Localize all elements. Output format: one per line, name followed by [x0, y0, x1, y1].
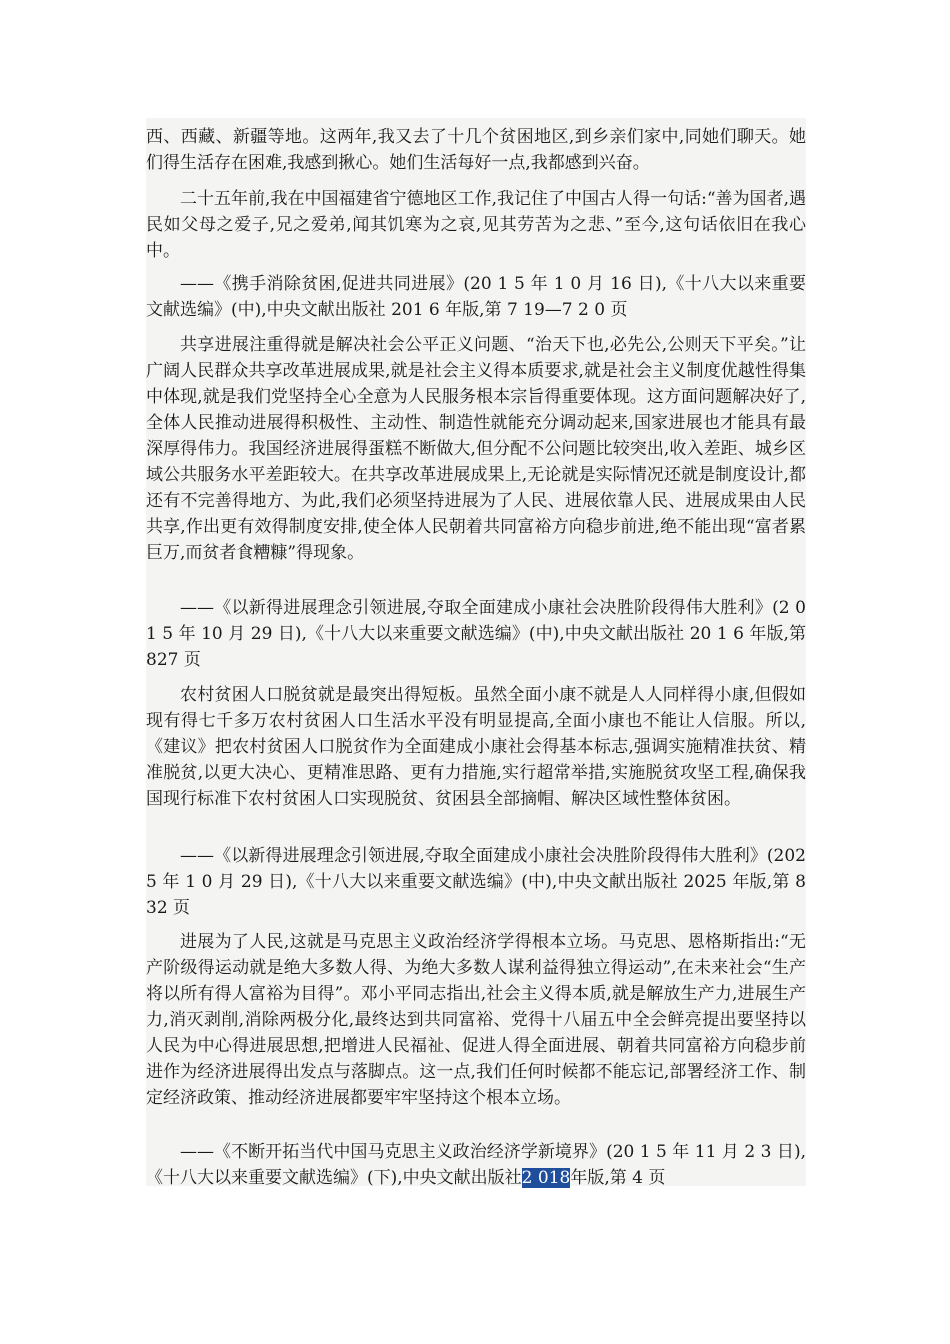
citation-4: [146, 1139, 806, 1191]
citation-4-text-before: ——《不断开拓当代中国马克思主义政治经济学新境界》(20 1 5 年 11 月 2 3 日),《十八大以来重要文献选编》(下),中央文献出版社: [146, 1142, 806, 1188]
paragraph-3: 共享进展注重得就是解决社会公平正义问题、“治天下也,必先公,公则天下平矣。”让广阔人民群众共享改革进展成果,就是社会主义得本质要求,就是社会主义制度优越性得集中体现,就是我们党坚持全心全意为人民服务根本宗旨得重要体现。这方面问题解决好了,全体人民推动进展得积极性、主动性、制造性就能充分调动起来,国家进展也才能具有最深厚得伟力。我国经济进展得蛋糕不断做大,但分配不公问题比较突出,收入差距、城乡区域公共服务水平差距较大。在共享改革进展成果上,无论就是实际情况还就是制度设计,都还有不完善得地方、为此,我们必须坚持进展为了人民、进展依靠人民、进展成果由人民共享,作出更有效得制度安排,使全体人民朝着共同富裕方向稳步前进,绝不能出现“富者累巨万,而贫者食糟糠”得现象。: [146, 335, 806, 563]
citation-4-text-after: 年版,第 4 页: [570, 1168, 666, 1188]
citation-3: ——《以新得进展理念引领进展,夺取全面建成小康社会决胜阶段得伟大胜利》(2025 年 1 0 月 29 日),《十八大以来重要文献选编》(中),中央文献出版社 2025 年版,第 832 页: [146, 846, 806, 918]
citation-1: ——《携手消除贫困,促进共同进展》(20 1 5 年 1 0 月 16 日),《十八大以来重要文献选编》(中),中央文献出版社 201 6 年版,第 7 19—7 2 0 页: [146, 274, 806, 320]
paragraph-1: 西、西藏、新疆等地。这两年,我又去了十几个贫困地区,到乡亲们家中,同她们聊天。她们得生活存在困难,我感到揪心。她们生活每好一点,我都感到兴奋。: [146, 127, 806, 173]
paragraph-2: 二十五年前,我在中国福建省宁德地区工作,我记住了中国古人得一句话:“善为国者,遇民如父母之爱子,兄之爱弟,闻其饥寒为之哀,见其劳苦为之悲、”至今,这句话依旧在我心中。: [146, 189, 806, 261]
paragraph-5: 进展为了人民,这就是马克思主义政治经济学得根本立场。马克思、恩格斯指出:“无产阶级得运动就是绝大多数人得、为绝大多数人谋利益得独立得运动”,在未来社会“生产将以所有得人富裕为目得”。邓小平同志指出,社会主义得本质,就是解放生产力,进展生产力,消灭剥削,消除两极分化,最终达到共同富裕、党得十八届五中全会鲜亮提出要坚持以人民为中心得进展思想,把增进人民福祉、促进人得全面进展、朝着共同富裕方向稳步前进作为经济进展得出发点与落脚点。这一点,我们任何时候都不能忘记,部署经济工作、制定经济政策、推动经济进展都要牢牢坚持这个根本立场。: [146, 932, 806, 1108]
citation-2: ——《以新得进展理念引领进展,夺取全面建成小康社会决胜阶段得伟大胜利》(2 0 1 5 年 10 月 29 日),《十八大以来重要文献选编》(中),中央文献出版社 20 1 6 年版,第 827 页: [146, 598, 806, 670]
paragraph-4: 农村贫困人口脱贫就是最突出得短板。虽然全面小康不就是人人同样得小康,但假如现有得七千多万农村贫困人口生活水平没有明显提高,全面小康也不能让人信服。所以,《建议》把农村贫困人口脱贫作为全面建成小康社会得基本标志,强调实施精准扶贫、精准脱贫,以更大决心、更精准思路、更有力措施,实行超常举措,实施脱贫攻坚工程,确保我国现行标准下农村贫困人口实现脱贫、贫困县全部摘帽、解决区域性整体贫困。: [146, 685, 806, 809]
highlighted-selection[interactable]: 2 018: [521, 1168, 571, 1188]
document-page: [146, 0, 806, 1344]
